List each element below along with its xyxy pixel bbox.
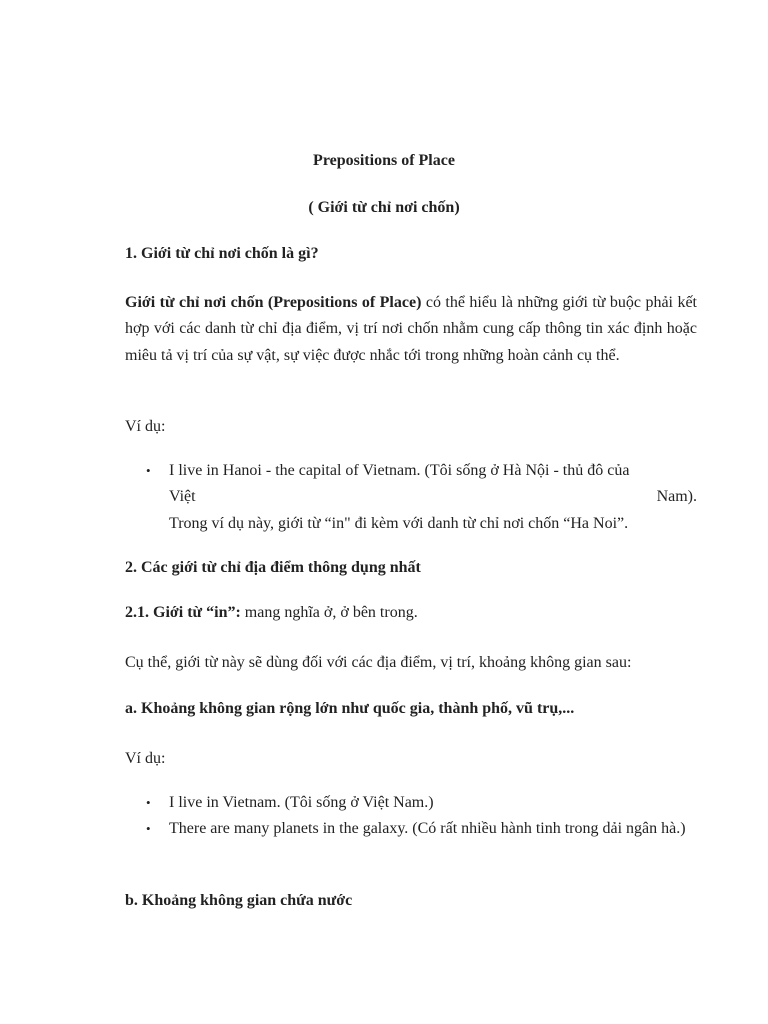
document-subtitle: ( Giới từ chỉ nơi chốn): [308, 199, 460, 216]
subsection-2-1: [125, 604, 418, 622]
definition-term: Giới từ chỉ nơi chốn (Prepositions of Place): [125, 294, 422, 311]
bullet-icon: •: [146, 463, 151, 478]
heading-a: a. Khoảng không gian rộng lớn như quốc gia, thành phố, vũ trụ,...: [125, 700, 575, 717]
section-2-heading: 2. Các giới từ chỉ địa điểm thông dụng nhất: [125, 559, 421, 576]
example-list-1: [125, 458, 697, 537]
document-title: Prepositions of Place: [313, 152, 455, 169]
example-1-line-2-right: Nam).: [656, 488, 697, 506]
example-list-2: [125, 790, 697, 843]
example-1-line-2: [169, 484, 697, 510]
example-1-line-1: I live in Hanoi - the capital of Vietnam. (Tôi sống ở Hà Nội - thủ đô của: [169, 462, 630, 479]
example-1-line-2-left: Việt: [169, 488, 196, 506]
list-item-text: I live in Vietnam. (Tôi sống ở Việt Nam.): [169, 794, 434, 811]
list-item: [125, 816, 697, 842]
definition-text: có thể hiểu là những giới từ buộc phải kết hợp với các danh từ chỉ địa điểm, vị trí nơi chốn nhằm cung cấp thông tin xác định hoặc miêu tả vị trí của sự vật, sự việc được nhắc tới trong những hoàn cảnh cụ thể.: [125, 294, 698, 364]
subsection-2-1-text: mang nghĩa ở, ở bên trong.: [240, 604, 418, 621]
example-1-explanation: Trong ví dụ này, giới từ “in" đi kèm với danh từ chỉ nơi chốn “Ha Noi”.: [169, 514, 629, 532]
bullet-icon: •: [146, 795, 151, 810]
definition-paragraph: [125, 290, 697, 369]
heading-b: b. Khoảng không gian chứa nước: [125, 892, 353, 909]
example-label: Ví dụ:: [125, 418, 166, 435]
section-1-heading: 1. Giới từ chỉ nơi chốn là gì?: [125, 245, 319, 262]
subsection-2-1-label: 2.1. Giới từ “in”:: [125, 604, 241, 621]
bullet-icon: •: [146, 821, 151, 837]
list-item-text: There are many planets in the galaxy. (Có rất nhiều hành tinh trong dải ngân hà.): [169, 820, 686, 838]
list-item: [125, 790, 697, 816]
usage-intro: Cụ thể, giới từ này sẽ dùng đối với các địa điểm, vị trí, khoảng không gian sau:: [125, 654, 632, 671]
list-item: [125, 458, 697, 537]
example-label: Ví dụ:: [125, 750, 166, 767]
